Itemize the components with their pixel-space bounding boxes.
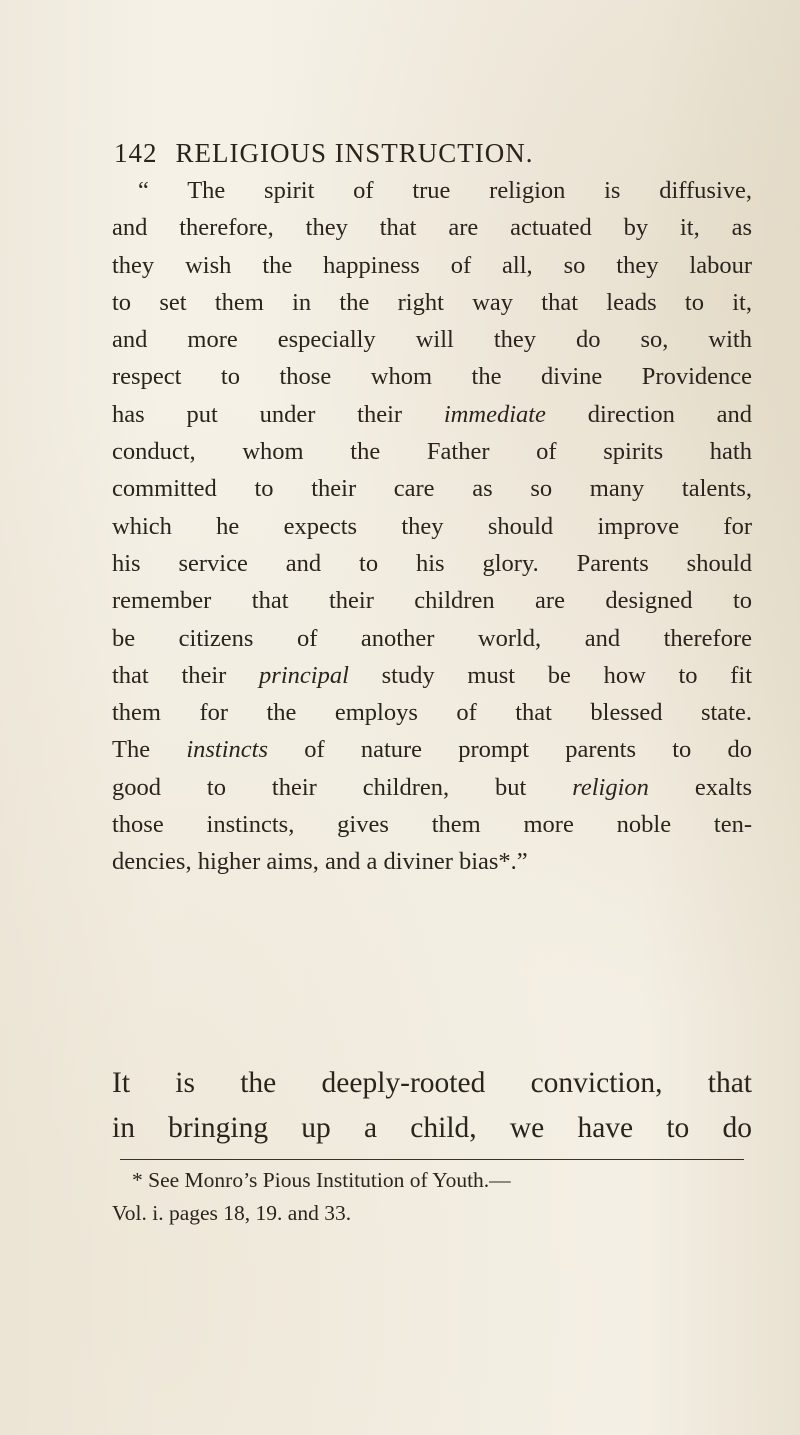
quoted-passage bbox=[112, 172, 752, 881]
quote-line bbox=[112, 657, 752, 694]
text-segment: conduct, whom the Father of spirits hath bbox=[112, 438, 752, 466]
quote-line bbox=[112, 545, 752, 582]
quote-line bbox=[112, 247, 752, 284]
text-segment: exalts bbox=[648, 773, 752, 801]
text-segment: The bbox=[112, 736, 187, 764]
text-segment: they wish the happiness of all, so they labour bbox=[112, 251, 752, 279]
quote-line bbox=[112, 843, 752, 880]
text-segment: and more especially will they do so, with bbox=[112, 326, 752, 354]
quote-line bbox=[112, 620, 752, 657]
text-segment: committed to their care as so many talents, bbox=[112, 475, 752, 503]
quote-line bbox=[112, 396, 752, 433]
text-segment: his service and to his glory. Parents should bbox=[112, 549, 752, 577]
quote-line bbox=[112, 209, 752, 246]
text-segment: “ The spirit of true religion is diffusive, bbox=[138, 177, 752, 204]
quote-line bbox=[112, 694, 752, 731]
footnote-divider bbox=[120, 1159, 744, 1160]
quote-line bbox=[112, 172, 752, 209]
text-segment: dencies, higher aims, and a diviner bias*.” bbox=[112, 848, 528, 876]
quote-line bbox=[112, 769, 752, 806]
text-segment: that their bbox=[112, 661, 260, 689]
quote-line bbox=[112, 582, 752, 619]
text-line: in bringing up a child, we have to do bbox=[112, 1112, 752, 1144]
text-segment: be citizens of another world, and therefore bbox=[112, 624, 752, 652]
quote-line bbox=[112, 358, 752, 395]
text-line: It is the deeply-rooted conviction, that bbox=[112, 1067, 752, 1099]
main-text bbox=[112, 1061, 752, 1151]
text-segment: good to their children, but bbox=[112, 773, 573, 801]
italic-word: principal bbox=[259, 661, 349, 689]
text-segment: of nature prompt parents to do bbox=[267, 736, 752, 764]
text-segment: which he expects they should improve for bbox=[112, 512, 752, 540]
footnote-line: Vol. i. pages 18, 19. and 33. bbox=[112, 1201, 352, 1225]
quote-line bbox=[112, 470, 752, 507]
italic-word: immediate bbox=[443, 400, 546, 428]
text-segment: study must be how to fit bbox=[348, 661, 752, 689]
running-head bbox=[114, 138, 714, 169]
text-segment: direction and bbox=[545, 400, 752, 428]
text-segment: remember that their children are designed to bbox=[112, 587, 752, 615]
footnote bbox=[112, 1164, 752, 1230]
quote-line bbox=[112, 806, 752, 843]
quote-line bbox=[112, 284, 752, 321]
page-number: 142 bbox=[114, 138, 158, 168]
running-title: RELIGIOUS INSTRUCTION. bbox=[175, 138, 534, 168]
quote-line bbox=[112, 508, 752, 545]
text-segment: them for the employs of that blessed state. bbox=[112, 699, 752, 727]
text-segment: respect to those whom the divine Providence bbox=[112, 363, 752, 391]
quote-line bbox=[112, 321, 752, 358]
italic-word: religion bbox=[572, 773, 649, 801]
quote-line bbox=[112, 433, 752, 470]
text-segment: those instincts, gives them more noble ten- bbox=[112, 811, 752, 839]
italic-word: instincts bbox=[186, 736, 268, 764]
text-segment: to set them in the right way that leads to it, bbox=[112, 288, 752, 316]
text-segment: has put under their bbox=[112, 400, 444, 428]
footnote-line: * See Monro’s Pious Institution of Youth.— bbox=[132, 1168, 511, 1192]
text-segment: and therefore, they that are actuated by it, as bbox=[112, 214, 752, 242]
quote-line bbox=[112, 731, 752, 768]
